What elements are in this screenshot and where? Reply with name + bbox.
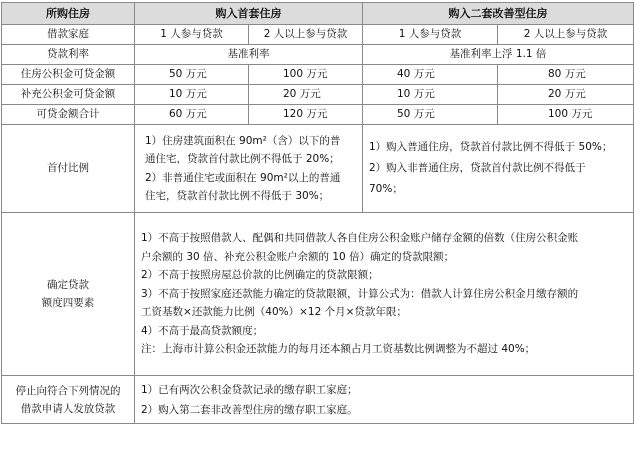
cell-supp-c1: 10 万元 (135, 85, 249, 105)
row-label-stop-lending (2, 376, 135, 424)
down-first-line-1: 1）住房建筑面积在 90m²（含）以下的普 (145, 134, 341, 147)
row-label-supplementary-amount: 补充公积金可贷金额 (2, 85, 135, 105)
cell-supp-c3: 10 万元 (363, 85, 498, 105)
table-row-stop-lending (2, 376, 634, 424)
down-first-line-2: 通住宅，贷款首付款比例不得低于 20%； (145, 153, 340, 165)
header-second-improved-home: 购入二套改善型住房 (363, 3, 634, 25)
table-row-borrowing-family (2, 25, 634, 45)
cell-supp-c4: 20 万元 (498, 85, 634, 105)
cell-total-c3: 50 万元 (363, 105, 498, 125)
cell-total-c2: 120 万元 (249, 105, 363, 125)
cell-second-one-person: 1 人参与贷款 (363, 25, 498, 45)
table-row-supplementary-amount (2, 85, 634, 105)
cell-stop-lending (135, 376, 634, 424)
header-row (2, 3, 634, 25)
cell-four-elements (135, 213, 634, 376)
stop-line-2: 2）购入第二套非改善型住房的缴存职工家庭。 (141, 403, 358, 416)
table-row-down-payment (2, 125, 634, 213)
cell-fund-c4: 80 万元 (498, 65, 634, 85)
cell-first-one-person: 1 人参与贷款 (135, 25, 249, 45)
cell-total-c1: 60 万元 (135, 105, 249, 125)
stop-label-line-1: 停止向符合下列情况的 (15, 384, 121, 397)
loan-policy-table (1, 2, 634, 424)
down-second-line-1: 1）购入普通住房，贷款首付款比例不得低于 50%； (369, 141, 613, 153)
cell-second-rate: 基准利率上浮 1.1 倍 (363, 45, 634, 65)
four-line-7: 注：上海市计算公积金还款能力的每月还本额占月工资基数比例调整为不超过 40%； (141, 343, 536, 356)
down-first-line-3: 2）非普通住宅或面积在 90m²以上的普通 (145, 171, 341, 184)
row-label-four-elements (2, 213, 135, 376)
row-label-down-payment: 首付比例 (2, 125, 135, 213)
cell-fund-c2: 100 万元 (249, 65, 363, 85)
stop-label-line-2: 借款申请人发放贷款 (20, 402, 116, 415)
four-label-line-2: 额度四要素 (41, 297, 95, 309)
down-second-line-3: 70%； (369, 183, 403, 195)
down-second-line-2: 2）购入非普通住房，贷款首付款比例不得低于 (369, 162, 586, 174)
cell-fund-c3: 40 万元 (363, 65, 498, 85)
stop-line-1: 1）已有两次公积金贷款记录的缴存职工家庭； (141, 383, 358, 396)
header-first-home: 购入首套住房 (135, 3, 363, 25)
down-first-line-4: 住宅，贷款首付款比例不得低于 30%； (145, 190, 330, 202)
cell-total-c4: 100 万元 (498, 105, 634, 125)
header-purchased-housing: 所购住房 (2, 3, 135, 25)
four-line-5: 工资基数×还款能力比例（40%）×12 个月×贷款年限； (141, 306, 407, 319)
row-label-total-amount: 可贷金额合计 (2, 105, 135, 125)
four-line-1: 1）不高于按照借款人、配偶和共同借款人各自住房公积金账户储存金额的倍数（住房公积金账 (141, 231, 579, 244)
cell-fund-c1: 50 万元 (135, 65, 249, 85)
cell-supp-c2: 20 万元 (249, 85, 363, 105)
four-line-2: 户余额的 30 倍、补充公积金账户余额的 10 倍）确定的贷款限额； (141, 250, 455, 263)
cell-first-rate: 基准利率 (135, 45, 363, 65)
table-row-four-elements (2, 213, 634, 376)
table-row-fund-amount (2, 65, 634, 85)
four-line-4: 3）不高于按照家庭还款能力确定的贷款限额，计算公式为：借款人计算住房公积金月缴存额的 (141, 287, 579, 300)
table-row-loan-rate (2, 45, 634, 65)
row-label-loan-rate: 贷款利率 (2, 45, 135, 65)
row-label-borrowing-family: 借款家庭 (2, 25, 135, 45)
cell-first-down-payment (135, 125, 363, 213)
four-line-6: 4）不高于最高贷款额度； (141, 324, 264, 337)
cell-second-two-plus: 2 人以上参与贷款 (498, 25, 634, 45)
cell-second-down-payment (363, 125, 634, 213)
four-label-line-1: 确定贷款 (47, 279, 89, 291)
cell-first-two-plus: 2 人以上参与贷款 (249, 25, 363, 45)
row-label-fund-amount: 住房公积金可贷金额 (2, 65, 135, 85)
table-row-total-amount (2, 105, 634, 125)
four-line-3: 2）不高于按照房屋总价款的比例确定的贷款限额； (141, 269, 379, 282)
